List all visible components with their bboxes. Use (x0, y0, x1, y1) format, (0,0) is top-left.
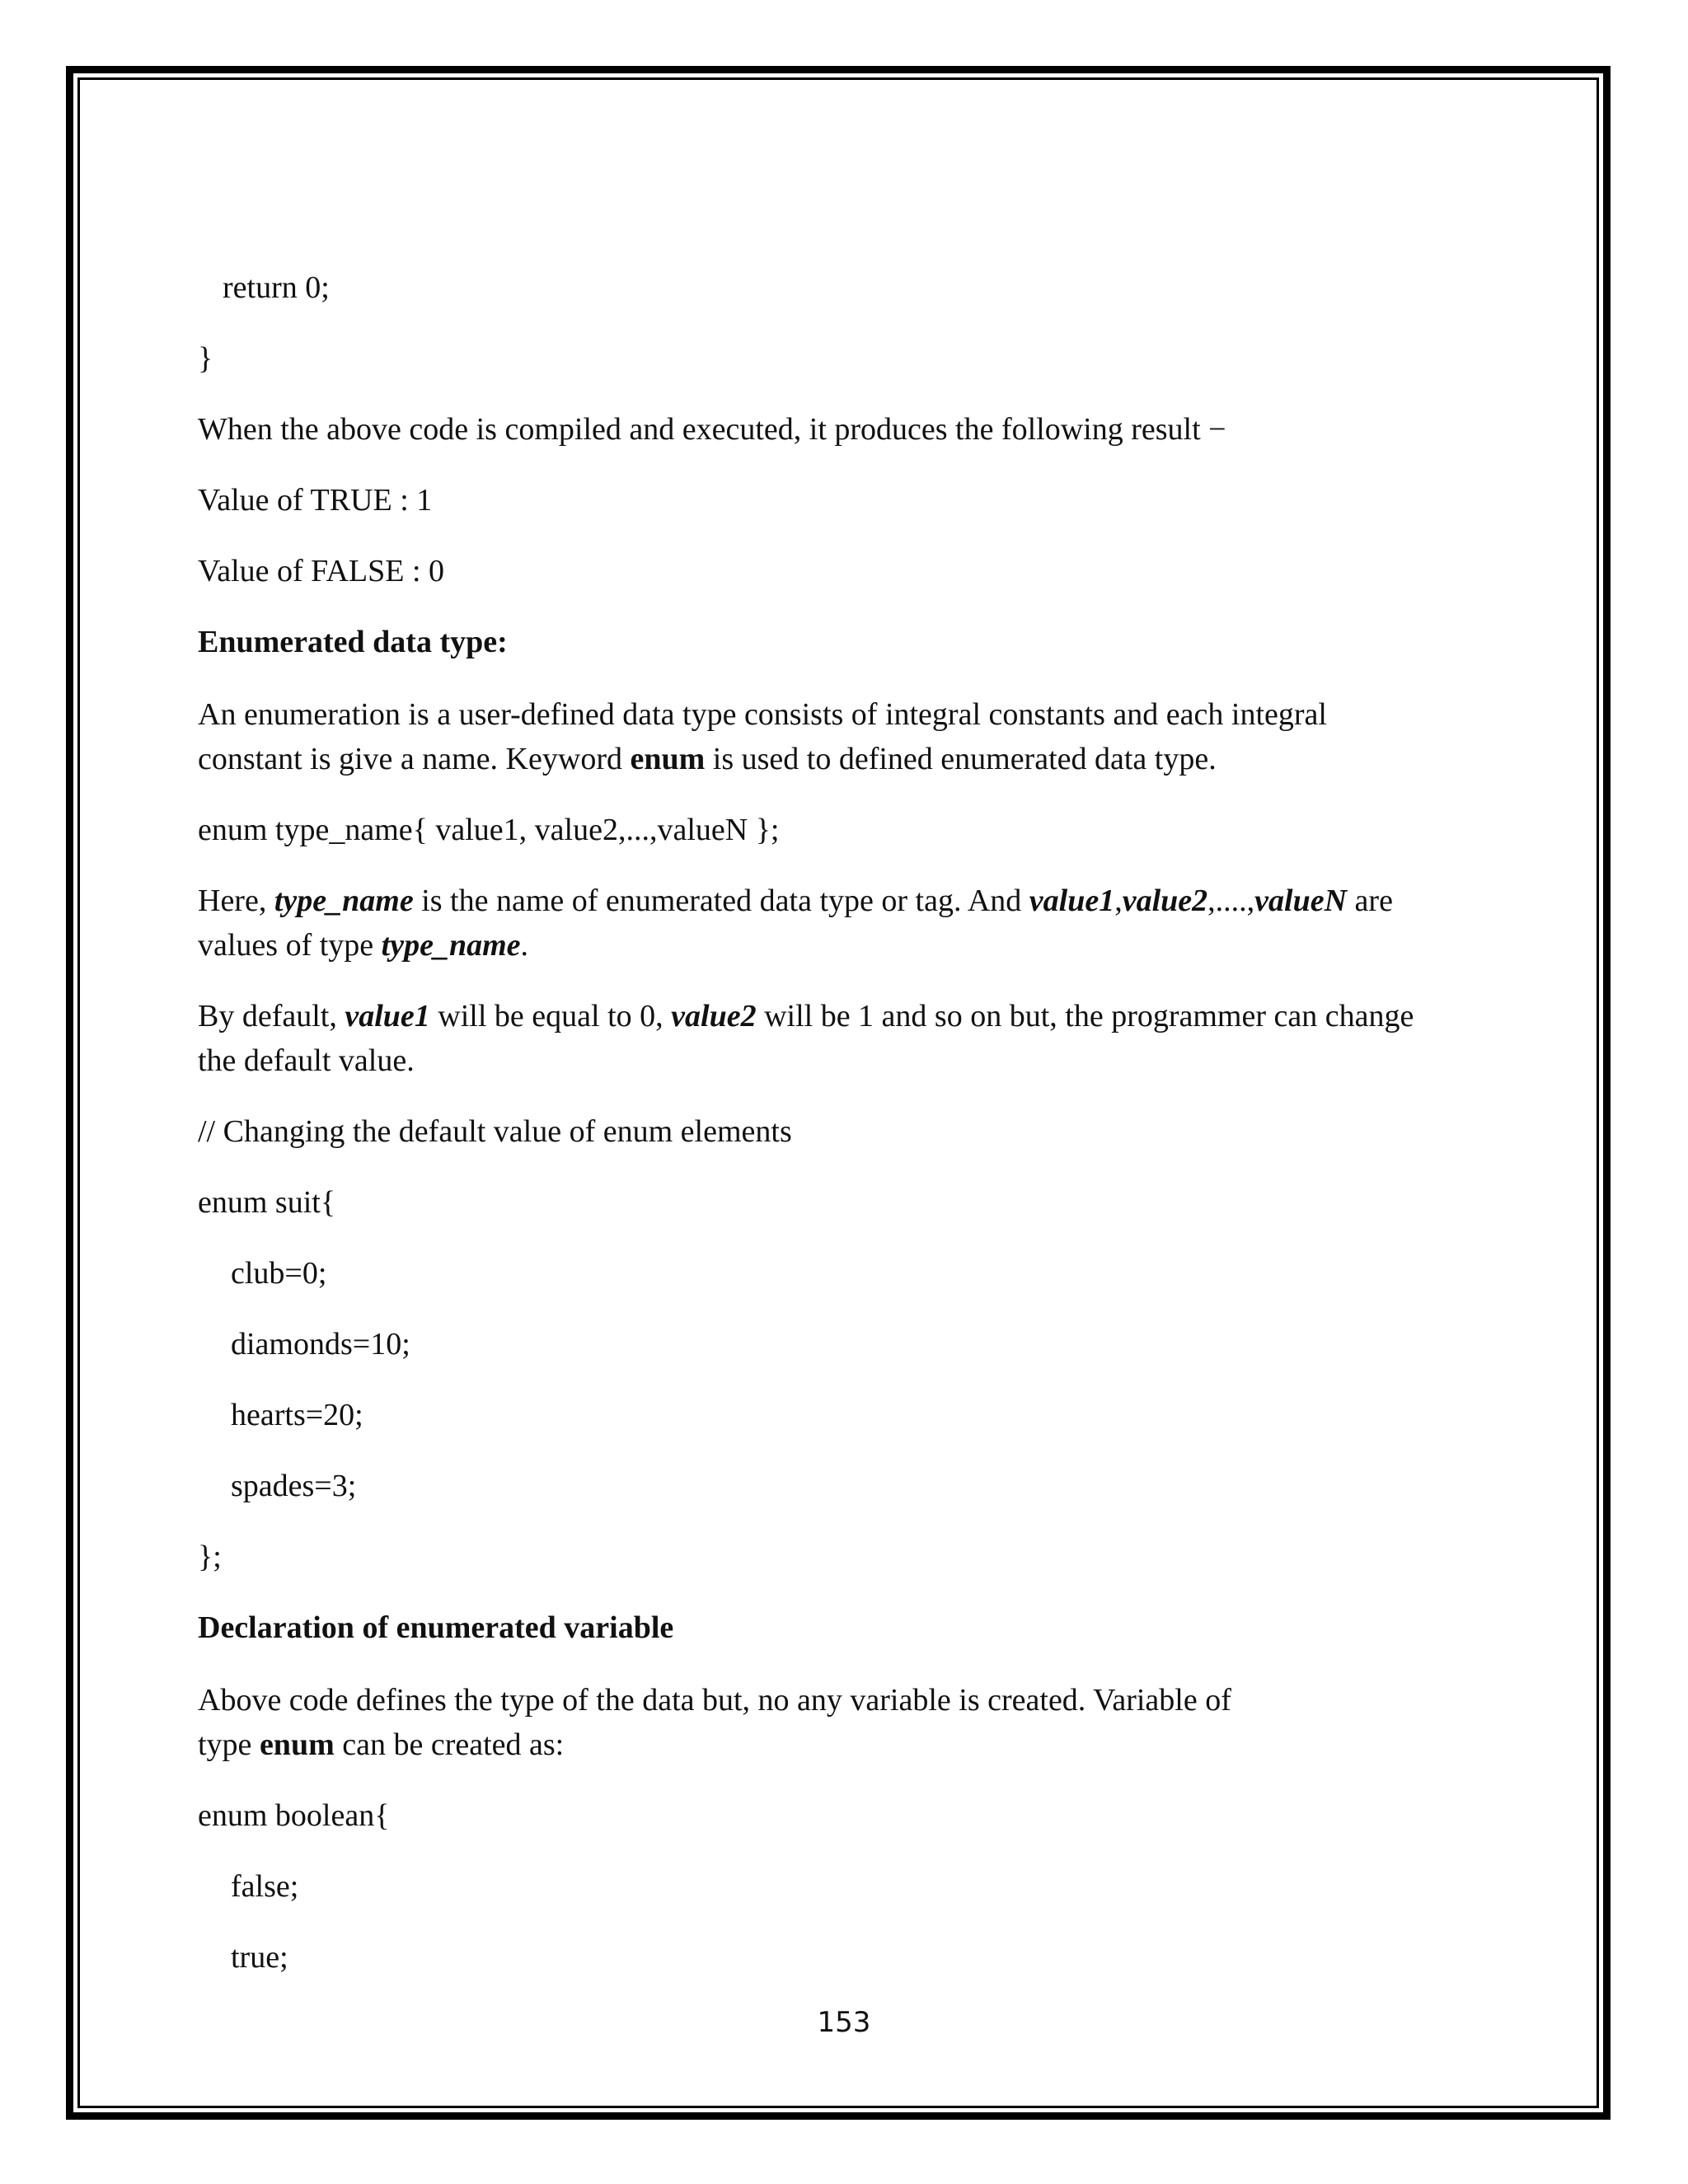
page-number: 153 (817, 2006, 871, 2039)
default-line-1: By default, value1 will be equal to 0, value2 will be 1 and so on but, the programmer can change (198, 999, 1414, 1033)
declaration-line-1: Above code defines the type of the data but, no any variable is created. Variable of (198, 1683, 1231, 1718)
heading-declaration: Declaration of enumerated variable (198, 1610, 674, 1645)
code-spades: spades=3; (231, 1469, 357, 1503)
here-line-2: values of type type_name. (198, 928, 529, 963)
heading-enumerated-data-type: Enumerated data type: (198, 625, 508, 659)
code-close-semicolon: }; (198, 1540, 222, 1574)
code-club: club=0; (231, 1256, 327, 1291)
result-intro: When the above code is compiled and executed, it produces the following result − (198, 412, 1226, 447)
code-enum-suit: enum suit{ (198, 1185, 336, 1220)
code-hearts: hearts=20; (231, 1398, 363, 1432)
enum-description-line-1: An enumeration is a user-defined data type consists of integral constants and each integral (198, 697, 1327, 732)
here-line-1: Here, type_name is the name of enumerated data type or tag. And value1,value2,....,valueN are (198, 883, 1393, 918)
output-true: Value of TRUE : 1 (198, 483, 433, 518)
code-return: return 0; (223, 270, 330, 305)
code-close-brace: } (198, 341, 213, 376)
enum-syntax: enum type_name{ value1, value2,...,valueN }; (198, 813, 780, 847)
code-diamonds: diamonds=10; (231, 1327, 410, 1361)
code-true: true; (231, 1940, 288, 1975)
code-comment: // Changing the default value of enum elements (198, 1114, 792, 1149)
output-false: Value of FALSE : 0 (198, 554, 445, 588)
enum-description-line-2: constant is give a name. Keyword enum is used to defined enumerated data type. (198, 742, 1217, 776)
code-enum-boolean: enum boolean{ (198, 1798, 390, 1833)
default-line-2: the default value. (198, 1043, 415, 1078)
code-false: false; (231, 1869, 299, 1904)
declaration-line-2: type enum can be created as: (198, 1727, 565, 1762)
